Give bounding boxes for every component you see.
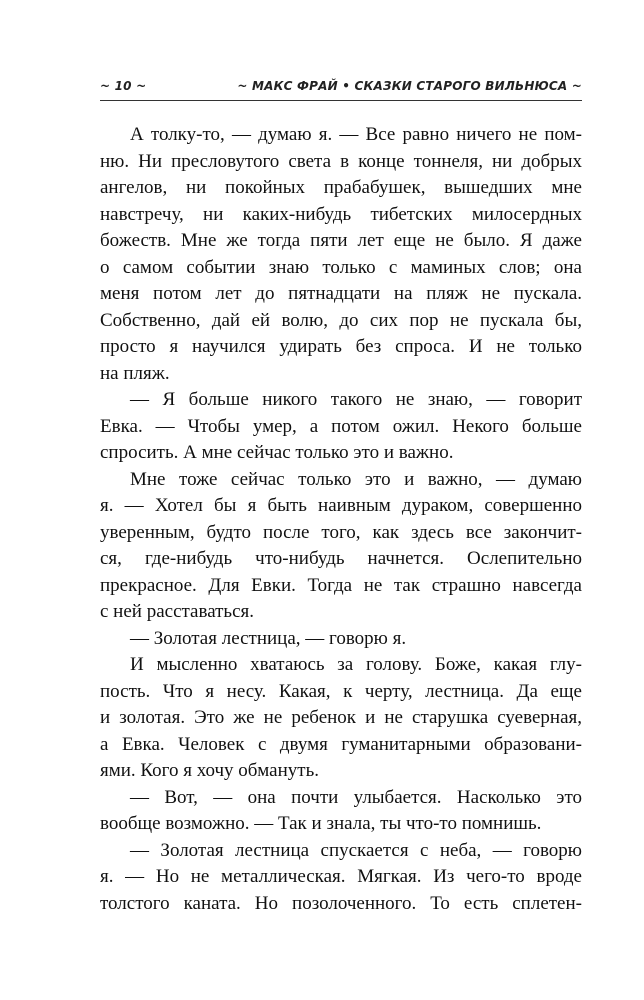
text-line: я. — Но не металлическая. Мягкая. Из чего-то вроде xyxy=(100,866,582,887)
text-line: просто я научился удирать без спроса. И не только xyxy=(100,336,582,357)
body-text xyxy=(100,122,582,917)
text-line: уверенным, будто после того, как здесь все закончит- xyxy=(100,521,582,543)
text-line: Мне тоже сейчас только это и важно, — думаю xyxy=(130,468,582,490)
text-line: на пляж. xyxy=(100,362,170,384)
author-and-book-title: ~ МАКС ФРАЙ • СКАЗКИ СТАРОГО ВИЛЬНЮСА ~ xyxy=(237,79,582,93)
text-line: Собственно, дай ей волю, до сих пор не пускала бы, xyxy=(100,309,582,331)
text-line: — Золотая лестница, — говорю я. xyxy=(130,627,407,649)
text-line: божеств. Мне же тогда пяти лет еще не было. Я даже xyxy=(100,230,582,251)
text-line: прекрасное. Для Евки. Тогда не так страшно навсегда xyxy=(100,574,582,596)
text-line: ню. Ни пресловутого света в конце тоннеля, ни добрых xyxy=(100,150,582,172)
text-line: пость. Что я несу. Какая, к черту, лестница. Да еще xyxy=(100,680,582,702)
text-line: о самом событии знаю только с маминых слов; она xyxy=(100,256,582,278)
text-line: ся, где-нибудь что-нибудь начнется. Ослепительно xyxy=(100,548,582,569)
text-line: — Вот, — она почти улыбается. Насколько это xyxy=(130,786,582,808)
text-line: вообще возможно. — Так и знала, ты что-то помнишь. xyxy=(100,813,542,834)
text-line: — Я больше никого такого не знаю, — говорит xyxy=(130,389,582,410)
text-line: И мысленно хватаюсь за голову. Боже, какая глу- xyxy=(130,654,582,675)
text-line: А толку-то, — думаю я. — Все равно ничего не пом- xyxy=(130,124,582,145)
text-line: толстого каната. Но позолоченного. То есть сплетен- xyxy=(100,892,582,914)
text-line: я. — Хотел бы я быть наивным дураком, совершенно xyxy=(100,495,582,516)
page-number: ~ 10 ~ xyxy=(100,79,147,93)
text-line: — Золотая лестница спускается с неба, — говорю xyxy=(130,839,582,861)
text-line: Евка. — Чтобы умер, а потом ожил. Некого больше xyxy=(100,415,582,437)
running-head xyxy=(100,76,582,96)
text-line: меня потом лет до пятнадцати на пляж не пускала. xyxy=(100,283,582,304)
text-line: и золотая. Это же не ребенок и не старушка суеверная, xyxy=(100,707,582,728)
text-line: ями. Кого я хочу обмануть. xyxy=(100,760,320,781)
header-rule xyxy=(100,100,582,101)
text-line: навстречу, ни каких-нибудь тибетских милосердных xyxy=(100,203,582,225)
text-line: а Евка. Человек с двумя гуманитарными образовани- xyxy=(100,733,582,755)
text-line: спросить. А мне сейчас только это и важно. xyxy=(100,442,454,463)
text-line: ангелов, ни покойных прабабушек, вышедших мне xyxy=(100,177,582,198)
text-line: с ней расставаться. xyxy=(100,601,255,622)
